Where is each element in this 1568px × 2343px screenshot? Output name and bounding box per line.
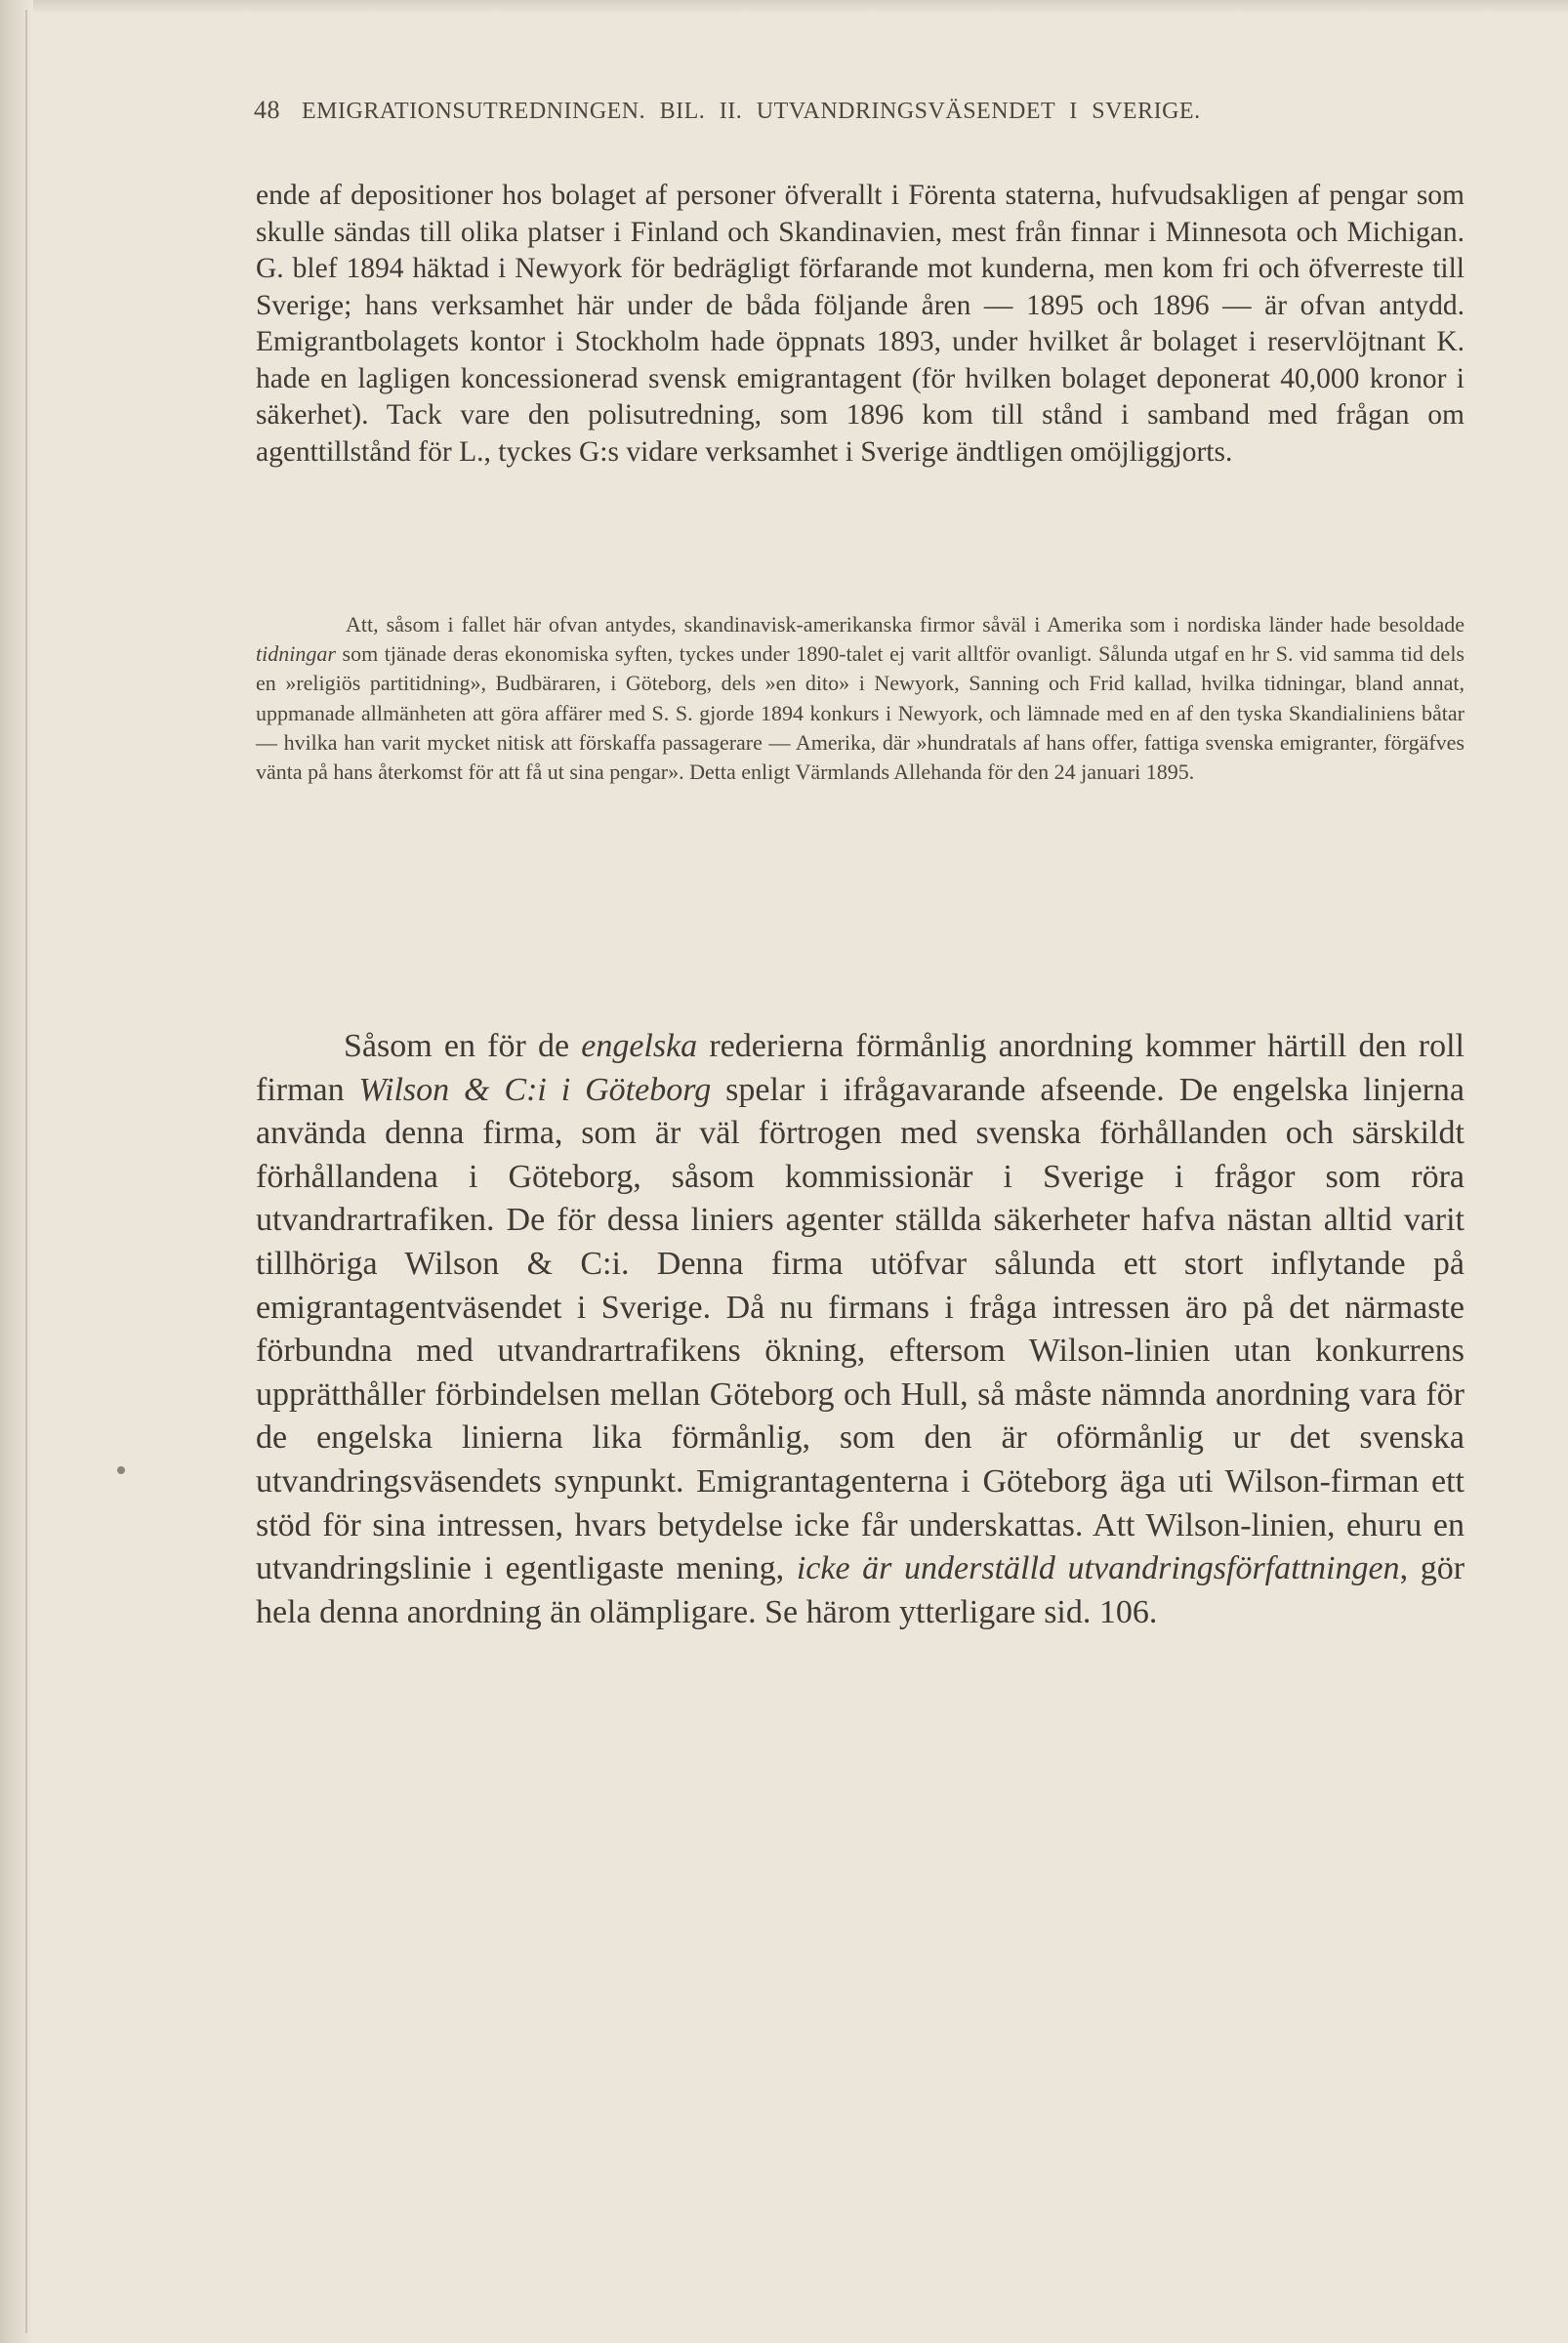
footnote-paragraph <box>256 610 1465 787</box>
p2-text-2: rederierna förmånlig anordning kommer härtill den roll firman <box>256 1028 1465 1108</box>
margin-rule <box>25 10 27 2333</box>
body-paragraph-continued: ende af depositioner hos bolaget af personer öfverallt i Förenta staterna, hufvudsakligen af pengar som skulle sändas till olika platser i Finland och Skandinavien, mest från finnar i Minnesota och Michigan. G. blef 1894 häktad i Newyork för bedrägligt förfarande mot kunderna, men kom fri och öfverreste till Sverige; hans verksamhet här under de båda följande åren — 1895 och 1896 — är ofvan antydd. Emigrantbolagets kontor i Stockholm hade öppnats 1893, under hvilket år bolaget i reservlöjtnant K. hade en lagligen koncessionerad svensk emigrantagent (för hvilken bolaget deponerat 40,000 kronor i säkerhet). Tack vare den polisutredning, som 1896 kom till stånd i samband med frågan om agenttillstånd för L., tyckes G:s vidare verksamhet i Sverige ändtligen omöjliggjorts. <box>256 180 1465 468</box>
p2-text-3: spelar i ifrågavarande afseende. De engelska linjerna använda denna firma, som är väl förtrogen med svenska förhållanden och särskildt förhållandena i Göteborg, såsom kommissionär i Sverige i frågor som röra utvandrartrafiken. De för dessa liniers agenter ställda säkerheter hafva nästan alltid varit tillhöriga Wilson & C:i. Denna firma utöfvar sålunda ett stort inflytande på emigrantagentväsendet i Sverige. Då nu firmans i fråga intressen äro på det närmaste förbundna med utvandrartrafikens ökning, eftersom Wilson-linien utan konkurrens upprätthåller förbindelsen mellan Göteborg och Hull, så måste nämnda anordning vara för de engelska linierna lika förmånlig, som den är oförmånlig ur det svenska utvandringsväsendets synpunkt. Emigrantagenterna i Göteborg äga uti Wilson-firman ett stöd för sina intressen, hvars betydelse icke får underskattas. Att Wilson-linien, ehuru en utvandringslinie i egentligaste mening, <box>256 1071 1465 1587</box>
page-number: 48 <box>254 96 280 124</box>
p2-italic-regulation: icke är underställd utvandringsförfattningen <box>796 1550 1400 1587</box>
page-top-edge <box>0 0 1568 14</box>
body-paragraph-wilson <box>256 1025 1465 1634</box>
note-text-2: som tjänade deras ekonomiska syften, tyckes under 1890-talet ej varit alltför ovanligt. Sålunda utgaf en hr S. vid samma tid dels en »religiös partitidning», Budbäraren, i Göteborg, dels »en dito» i Newyork, Sanning och Frid kallad, hvilka tidningar, bland annat, uppmanade allmänheten att göra affärer med S. S. gjorde 1894 konkurs i Newyork, och lämnade med en af den tyska Skandialiniens båtar — hvilka han varit mycket nitisk att förskaffa passagerare — Amerika, där »hundratals af hans offer, fattiga svenska emigranter, förgäfves vänta på hans återkomst för att få ut sina pengar». Detta enligt Värmlands Allehanda för den 24 januari 1895. <box>256 641 1465 785</box>
p2-text-4: , gör hela denna anordning än olämpligare. Se härom ytterligare sid. 106. <box>256 1550 1465 1630</box>
p2-italic-firm-name: Wilson & C:i i Göteborg <box>358 1071 712 1108</box>
note-italic-newspapers: tidningar <box>256 641 336 667</box>
note-text-1: Att, såsom i fallet här ofvan antydes, skandinavisk-amerikanska firmor såväl i Amerika som i nordiska länder hade besoldade <box>346 612 1465 637</box>
running-header <box>254 96 1465 125</box>
p2-text-1: Såsom en för de <box>344 1028 582 1064</box>
margin-dot-mark <box>117 1466 125 1474</box>
p2-italic-engelska: engelska <box>581 1028 698 1064</box>
running-head-title: EMIGRATIONSUTREDNINGEN. BIL. II. UTVANDRINGSVÄSENDET I SVERIGE. <box>302 99 1201 124</box>
page-binding-edge <box>0 0 33 2343</box>
